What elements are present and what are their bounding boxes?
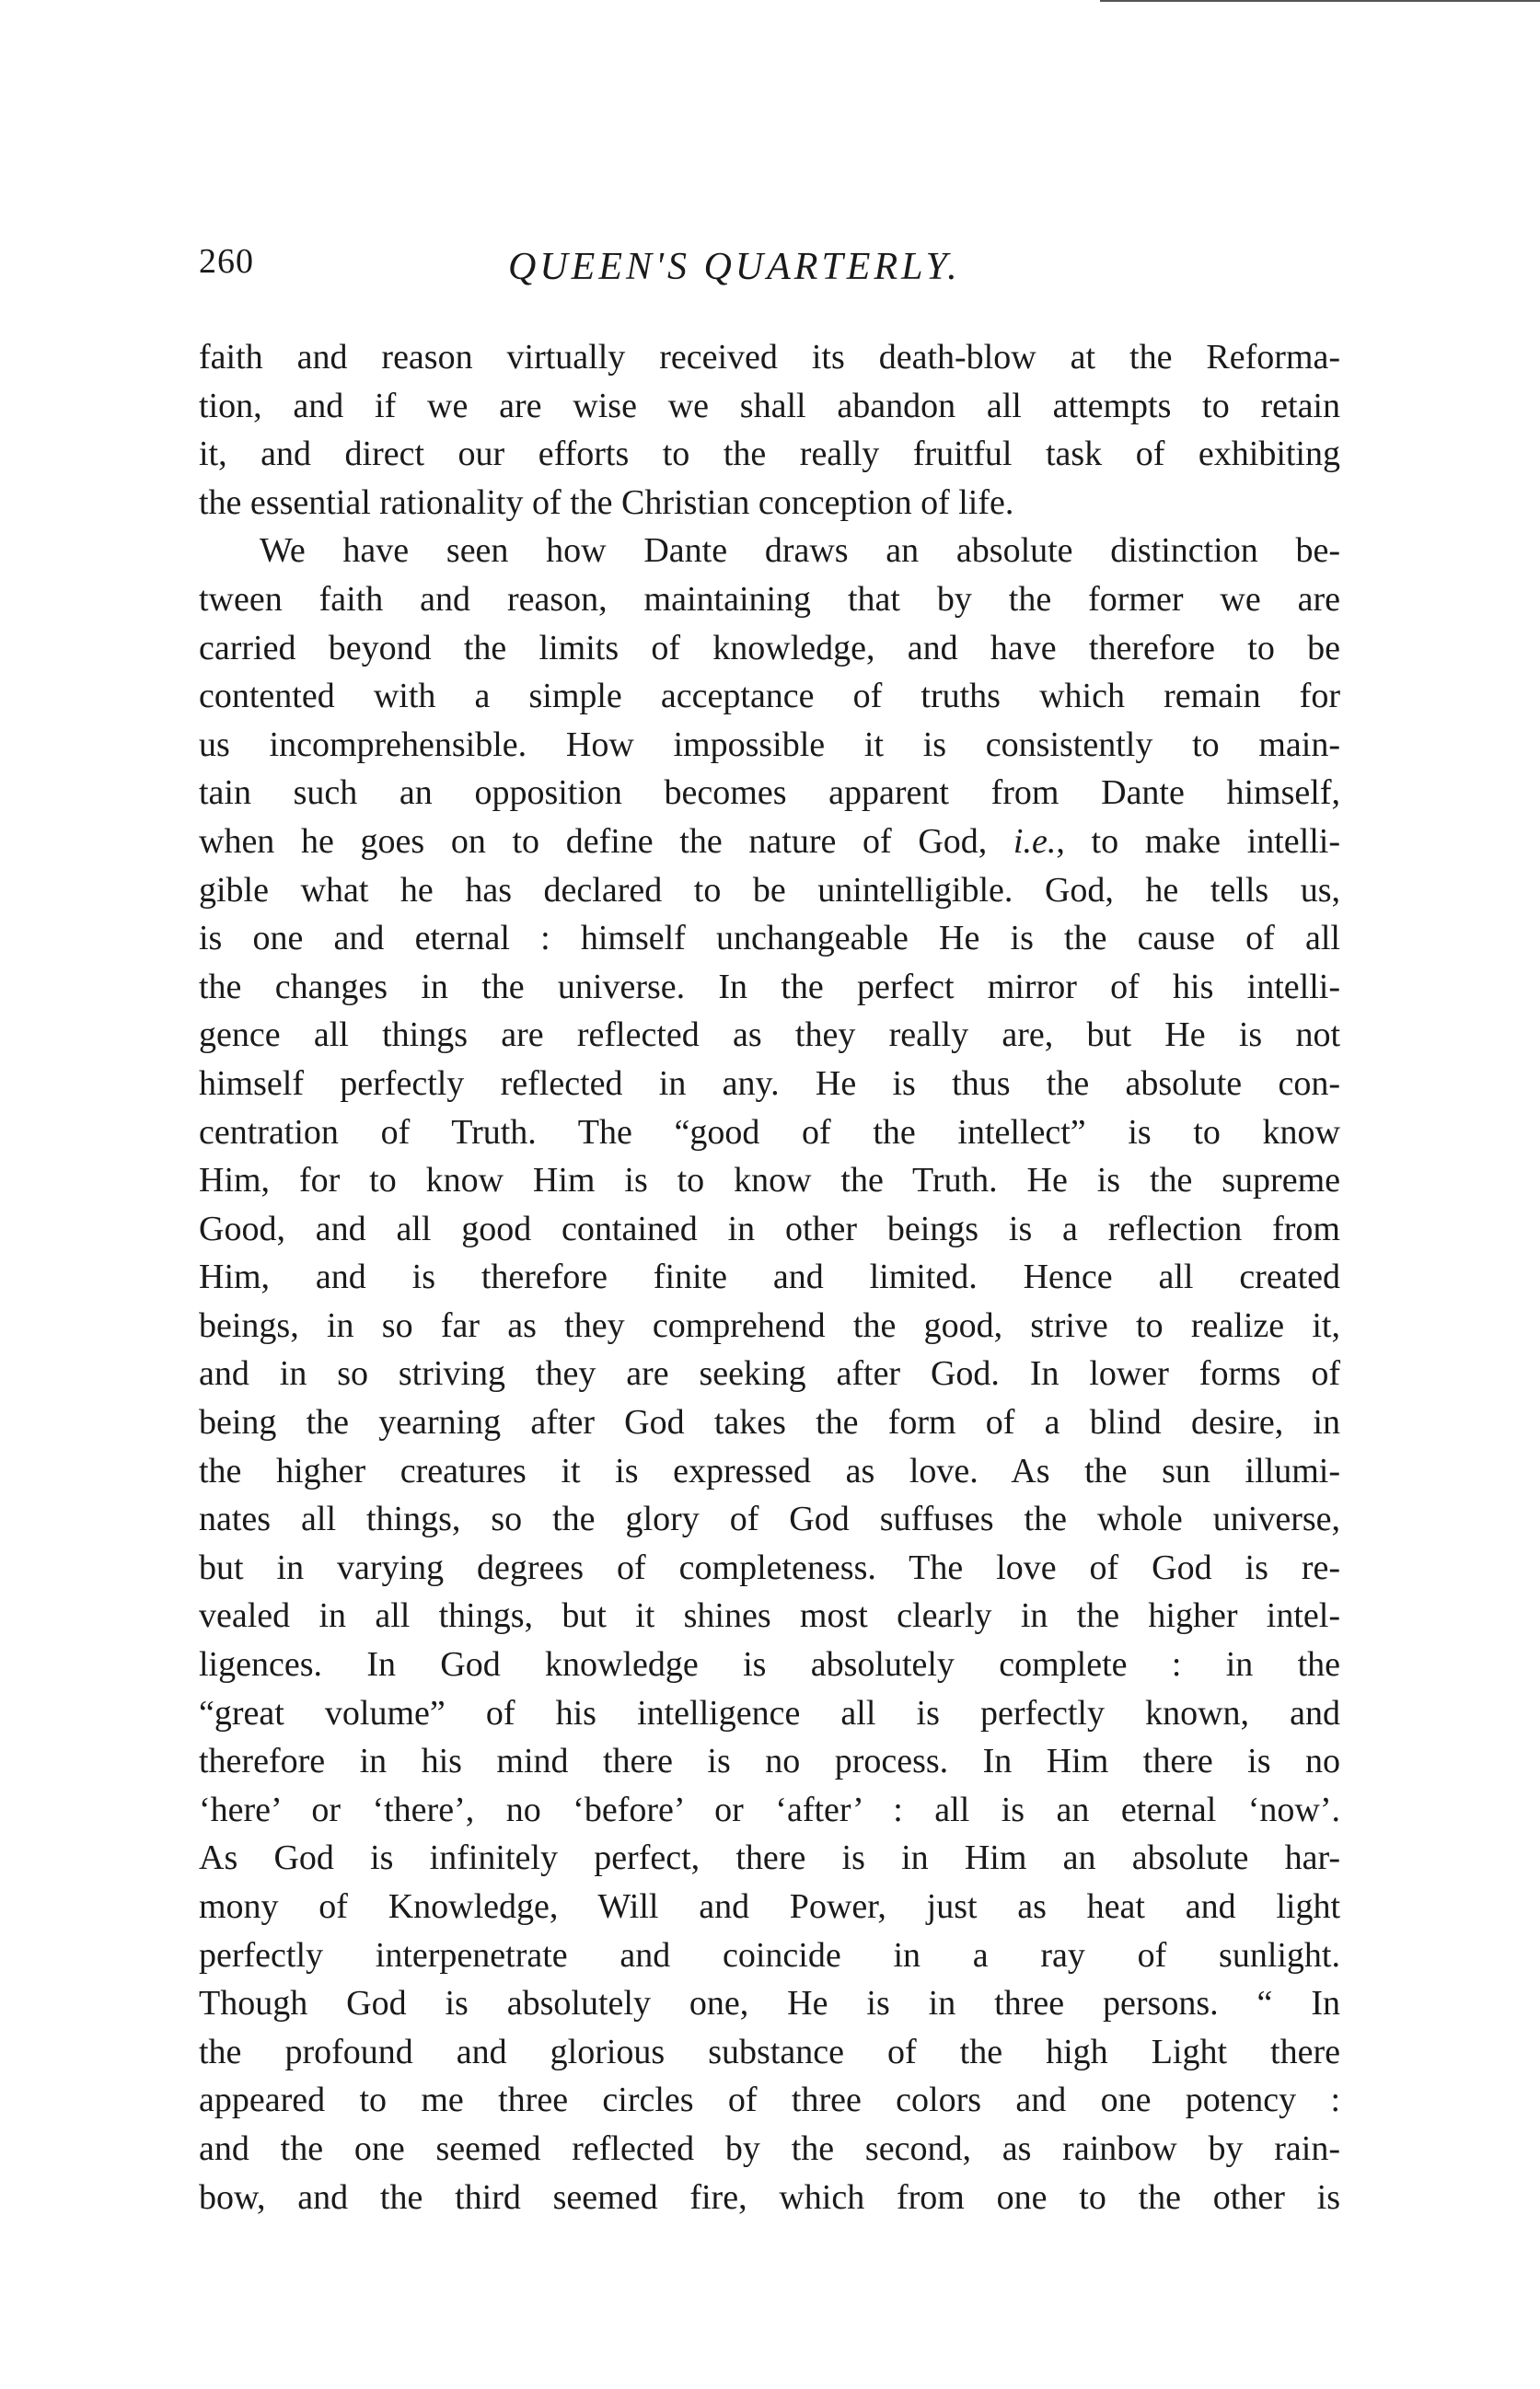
text-line: faith and reason virtually received its death-blow at the Reforma- xyxy=(199,338,1340,377)
text-line: when he goes on to define the nature of God, i.e., to make intelli- xyxy=(199,821,1341,861)
text-line: himself perfectly reflected in any. He is thus the absolute con- xyxy=(199,1063,1340,1103)
text-line: beings, in so far as they comprehend the good, strive to realize it, xyxy=(199,1305,1340,1345)
text-line: Him, for to know Him is to know the Truth. He is the supreme xyxy=(199,1161,1340,1200)
text-line: Though God is absolutely one, He is in three persons. “ In xyxy=(199,1984,1340,2024)
text-line: appeared to me three circles of three colors and one potency : xyxy=(199,2081,1340,2120)
text-line: mony of Knowledge, Will and Power, just as heat and light xyxy=(199,1887,1340,1926)
text-line: bow, and the third seemed fire, which from one to the other is xyxy=(199,2177,1340,2217)
text-line: vealed in all things, but it shines most clearly in the higher intel- xyxy=(199,1596,1340,1636)
text-line: the changes in the universe. In the perfect mirror of his intelli- xyxy=(199,967,1340,1006)
text-line: the profound and glorious substance of the high Light there xyxy=(199,2032,1340,2071)
text-line: tween faith and reason, maintaining that by the former we are xyxy=(199,579,1340,619)
text-line: tion, and if we are wise we shall abandon all attempts to retain xyxy=(199,386,1340,425)
text-line: “great volume” of his intelligence all is perfectly known, and xyxy=(199,1693,1340,1733)
text-line: and in so striving they are seeking after God. In lower forms of xyxy=(199,1354,1340,1394)
page-number: 260 xyxy=(199,242,254,281)
text-line: centration of Truth. The “good of the intellect” is to know xyxy=(199,1112,1340,1152)
text-line: ligences. In God knowledge is absolutely complete : in the xyxy=(199,1645,1340,1685)
text-line: being the yearning after God takes the form of a blind desire, in xyxy=(199,1403,1340,1443)
text-line: but in varying degrees of completeness. The love of God is re- xyxy=(199,1548,1340,1587)
text-line: the essential rationality of the Christian conception of life. xyxy=(199,482,1014,522)
running-title: QUEEN'S QUARTERLY. xyxy=(508,246,961,288)
text-line: We have seen how Dante draws an absolute distinction be- xyxy=(260,531,1340,571)
text-line: Him, and is therefore finite and limited. Hence all created xyxy=(199,1258,1340,1297)
italic-abbreviation: i.e. xyxy=(1013,821,1057,861)
text-line: contented with a simple acceptance of truths which remain for xyxy=(199,677,1340,716)
text-line: gence all things are reflected as they really are, but He is not xyxy=(199,1015,1340,1055)
text-line: perfectly interpenetrate and coincide in a ray of sunlight. xyxy=(199,1935,1340,1975)
text-line: it, and direct our efforts to the really fruitful task of exhibiting xyxy=(199,435,1340,474)
text-line: ‘here’ or ‘there’, no ‘before’ or ‘after’ : all is an eternal ‘now’. xyxy=(199,1790,1340,1829)
text-line: and the one seemed reflected by the second, as rainbow by rain- xyxy=(199,2128,1340,2168)
text-line: Good, and all good contained in other beings is a reflection from xyxy=(199,1209,1340,1248)
top-edge-rule xyxy=(1100,0,1540,2)
text-line: gible what he has declared to be unintelligible. God, he tells us, xyxy=(199,870,1340,910)
text-line: us incomprehensible. How impossible it is consistently to main- xyxy=(199,725,1340,764)
text-line: therefore in his mind there is no process. In Him there is no xyxy=(199,1742,1340,1781)
text-line: is one and eternal : himself unchangeable He is the cause of all xyxy=(199,919,1340,958)
body-text xyxy=(199,333,1340,2221)
text-line: nates all things, so the glory of God suffuses the whole universe, xyxy=(199,1500,1340,1539)
text-line: the higher creatures it is expressed as love. As the sun illumi- xyxy=(199,1451,1340,1490)
text-line: As God is infinitely perfect, there is in Him an absolute har- xyxy=(199,1838,1340,1878)
text-line: tain such an opposition becomes apparent from Dante himself, xyxy=(199,773,1340,813)
page-header xyxy=(199,241,1340,296)
text-line: carried beyond the limits of knowledge, and have therefore to be xyxy=(199,628,1340,667)
